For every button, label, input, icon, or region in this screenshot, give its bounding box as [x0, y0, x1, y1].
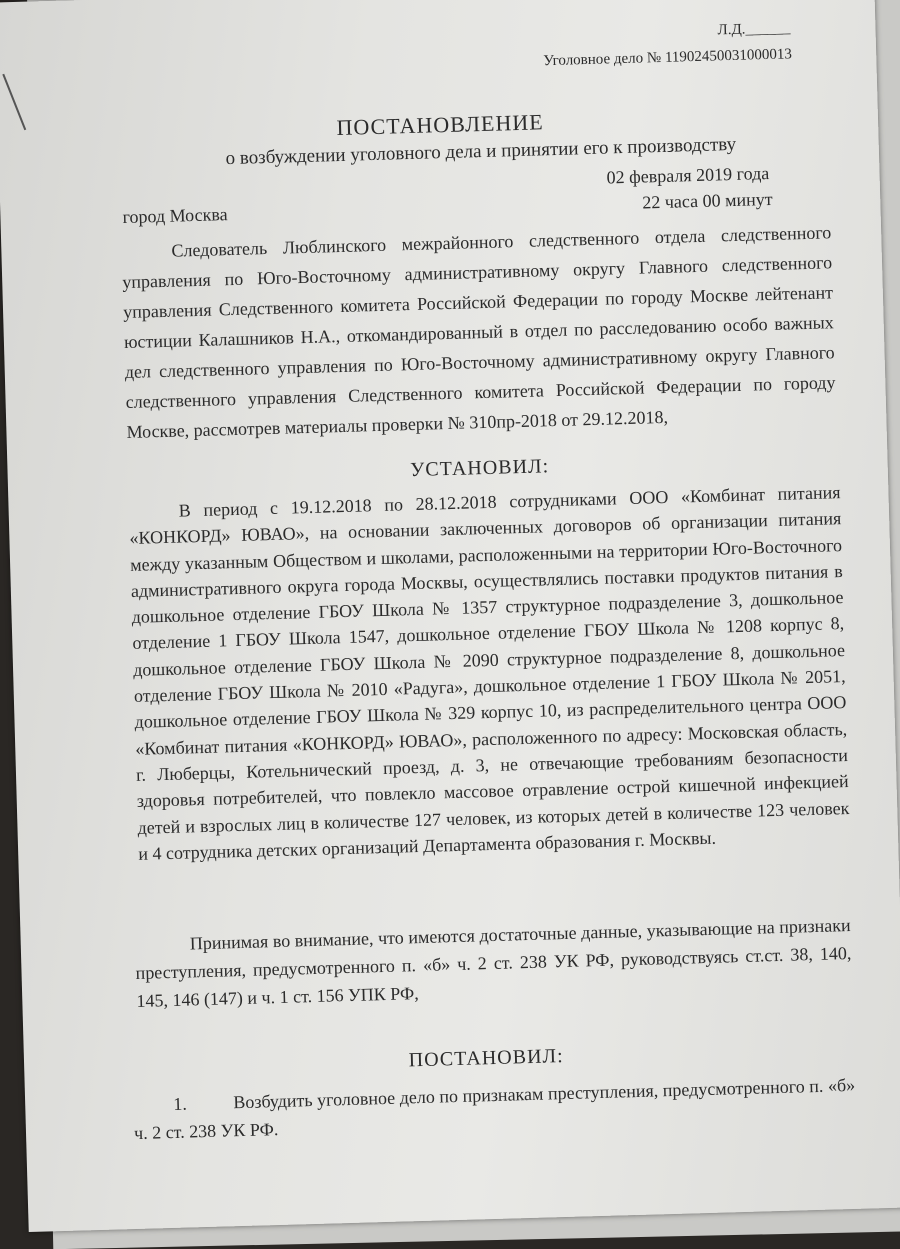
decision-item-text: Возбудить уголовное дело по признакам преступления, предусмотренного п. «б» ч. 2 ст. 238 УК РФ. [133, 1074, 856, 1144]
document-time: 22 часа 00 минут [642, 188, 773, 213]
decision-item [133, 1071, 856, 1147]
ld-field: Л.Д.______ [717, 20, 791, 39]
intro-paragraph: Следователь Люблинского межрайонного следственного отдела следственного управления по Юго-Восточному административному округу Главного следственного управления Следственного комитета Российской Федерации по городу Москве лейтенант юстиции Калашников Н.А., откомандированный в отдел по расследованию особо важных дел следственного управления по Юго-Восточному административному округу Главного следственного управления Следственного комитета Российской Федерации по городу Москве, рассмотрев материалы проверки № 310пр-2018 от 29.12.2018, [122, 222, 836, 443]
document-subtitle: о возбуждении уголовного дела и принятии его к производству [225, 133, 737, 170]
established-heading: УСТАНОВИЛ: [409, 455, 550, 482]
document-city: город Москва [122, 204, 228, 228]
decreed-heading: ПОСТАНОВИЛ: [408, 1045, 564, 1072]
established-paragraph: В период с 19.12.2018 по 28.12.2018 сотрудниками ООО «Комбинат питания «КОНКОРД» ЮВАО», на основании заключенных договоров об организации питания между указанным Обществом и школами, расположенными на территории Юго-Восточного административного округа города Москвы, осуществлялись поставки продуктов питания в дошкольное отделение ГБОУ Школа № 1357 структурное подразделение 3, дошкольное отделение 1 ГБОУ Школа 1547, дошкольное отделение ГБОУ Школа № 1208 корпус 8, дошкольное отделение ГБОУ Школа № 2090 структурное подразделение 8, дошкольное отделение ГБОУ Школа № 2010 «Радуга», дошкольное отделение 1 ГБОУ Школа № 2051, дошкольное отделение ГБОУ Школа № 329 корпус 10, из распределительного центра ООО «Комбинат питания «КОНКОРД» ЮВАО», расположенного по адресу: Московская область, г. Люберцы, Котельнический проезд, д. 3, не отвечающие требованиям безопасности здоровья потребителей, что повлекло массовое отравление острой кишечной инфекцией детей и взрослых лиц в количестве 127 человек, из которых детей в количестве 123 человек и 4 сотрудника детских организаций Департамента образования г. Москвы. [129, 482, 850, 864]
document-date: 02 февраля 2019 года [606, 162, 770, 188]
document-title: ПОСТАНОВЛЕНИЕ [336, 109, 544, 141]
case-number: Уголовное дело № 11902450031000013 [543, 46, 793, 70]
decision-item-number: 1. [173, 1093, 188, 1114]
pen-mark [2, 74, 26, 131]
considering-paragraph: Принимая во внимание, что имеются достаточные данные, указывающие на признаки преступления, предусмотренного п. «б» ч. 2 ст. 238 УК РФ, руководствуясь ст.ст. 38, 140, 145, 146 (147) и ч. 1 ст. 156 УПК РФ, [135, 914, 852, 1011]
